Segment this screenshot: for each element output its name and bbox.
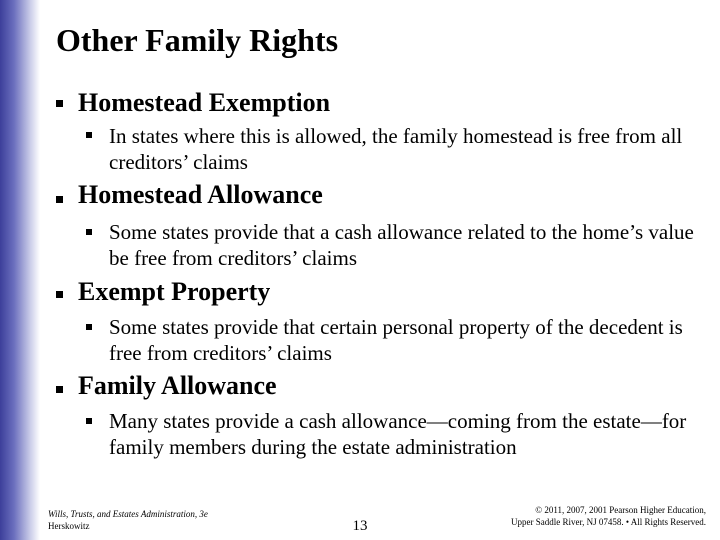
item-heading: Exempt Property [78, 277, 271, 306]
item-detail: Some states provide that a cash allowance related to the home’s value be free from creditors’ claims [109, 220, 694, 270]
item-detail: In states where this is allowed, the family homestead is free from all creditors’ claims [109, 124, 683, 174]
bullet-icon [86, 132, 92, 138]
bullet-icon [56, 291, 63, 298]
bullet-icon [86, 324, 92, 330]
bullet-icon [86, 418, 92, 424]
item-heading: Family Allowance [78, 371, 277, 400]
bullet-icon [86, 229, 92, 235]
bullet-icon [56, 386, 63, 393]
item-heading: Homestead Allowance [78, 180, 323, 209]
slide-title: Other Family Rights [56, 22, 339, 58]
footer-book-info [48, 508, 208, 532]
copyright-line-2: Upper Saddle River, NJ 07458. • All Rights Reserved. [510, 517, 706, 527]
item-heading: Homestead Exemption [78, 88, 331, 117]
bullet-icon [56, 100, 63, 107]
copyright-line-1: © 2011, 2007, 2001 Pearson Higher Education, [535, 505, 706, 515]
side-decoration-bar [0, 0, 40, 540]
item-detail: Some states provide that certain personal property of the decedent is free from creditors’ claims [109, 315, 683, 365]
footer-author: Herskowitz [48, 521, 90, 531]
footer-book-title: Wills, Trusts, and Estates Administration, 3e [48, 509, 208, 519]
item-detail: Many states provide a cash allowance—coming from the estate—for family members during the estate administration [109, 409, 687, 459]
footer-copyright [446, 504, 706, 528]
page-number: 13 [352, 518, 368, 534]
bullet-icon [56, 196, 63, 203]
